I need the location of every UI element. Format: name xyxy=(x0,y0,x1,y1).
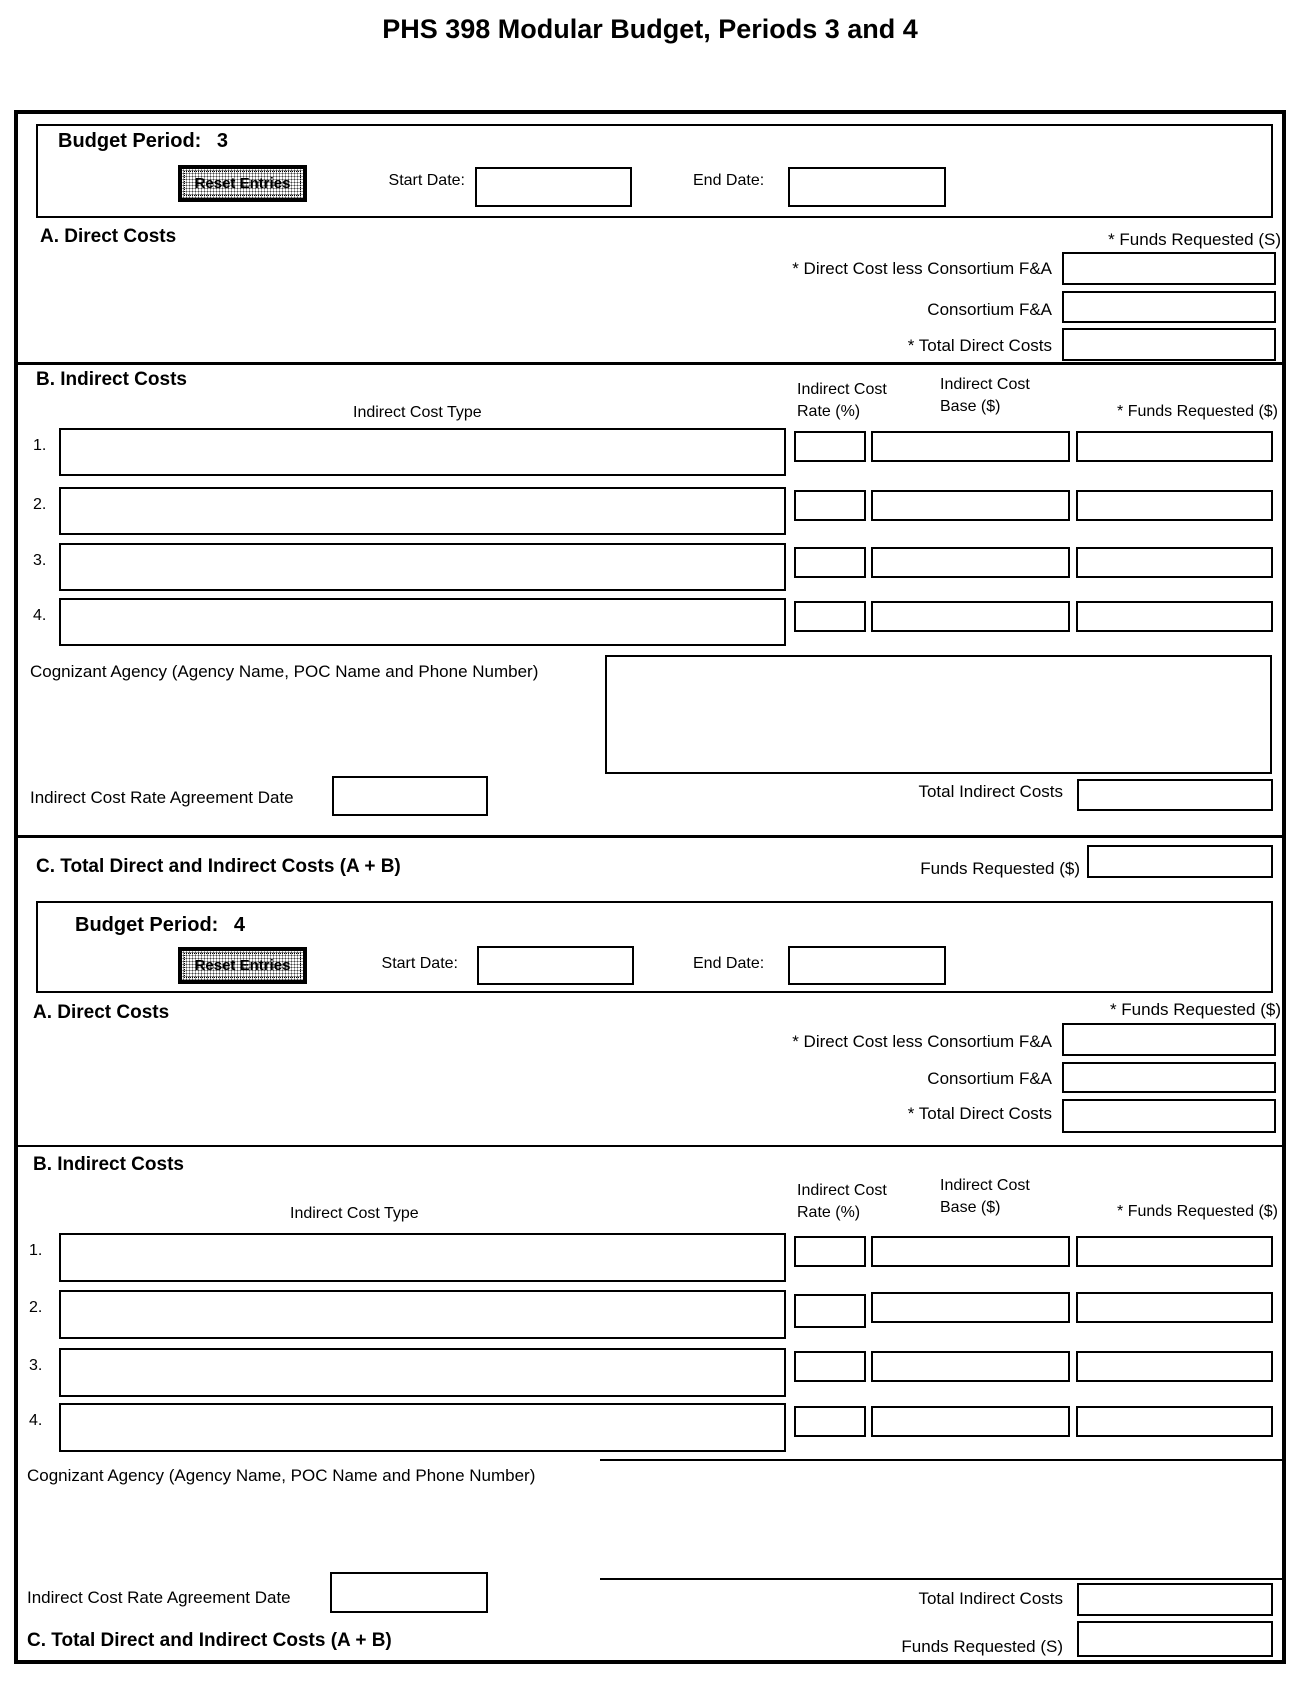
p3-row4-number: 4. xyxy=(33,607,47,624)
p3-total-direct-costs-label: * Total Direct Costs xyxy=(907,336,1052,355)
p4-row2-number: 2. xyxy=(29,1299,43,1316)
p4-col-base-header xyxy=(940,1175,1030,1219)
p3-row1-number: 1. xyxy=(33,437,47,454)
p4-section-b-divider xyxy=(16,1145,1284,1147)
p3-agreement-date-label: Indirect Cost Rate Agreement Date xyxy=(30,788,294,807)
p4-c-funds-requested-input[interactable] xyxy=(1077,1621,1273,1657)
p3-total-indirect-label: Total Indirect Costs xyxy=(918,782,1063,801)
p3-col-base-line1: Indirect Cost xyxy=(940,376,1030,393)
p3-row2-number: 2. xyxy=(33,496,47,513)
p3-row1-type-input[interactable] xyxy=(59,428,786,476)
p3-end-date-input[interactable] xyxy=(788,167,946,207)
p4-budget-period-label xyxy=(75,914,245,937)
p3-section-b-divider xyxy=(16,362,1284,365)
p3-row3-funds-input[interactable] xyxy=(1076,547,1273,578)
p3-row4-rate-input[interactable] xyxy=(794,601,866,632)
p4-row4-base-input[interactable] xyxy=(871,1406,1070,1437)
p3-row4-base-input[interactable] xyxy=(871,601,1070,632)
p3-row3-type-input[interactable] xyxy=(59,543,786,591)
p4-col-rate-line1: Indirect Cost xyxy=(797,1182,887,1199)
p3-row4-funds-input[interactable] xyxy=(1076,601,1273,632)
p3-period-number: 3 xyxy=(216,130,229,152)
p3-section-b-heading: B. Indirect Costs xyxy=(36,369,187,390)
p3-row1-rate-input[interactable] xyxy=(794,431,866,462)
p4-row2-funds-input[interactable] xyxy=(1076,1292,1273,1323)
p3-direct-cost-less-consortium-input[interactable] xyxy=(1062,252,1276,285)
p3-row2-base-input[interactable] xyxy=(871,490,1070,521)
p4-cognizant-agency-label: Cognizant Agency (Agency Name, POC Name and Phone Number) xyxy=(27,1466,536,1485)
p4-row4-rate-input[interactable] xyxy=(794,1406,866,1437)
p4-col-indirect-cost-type: Indirect Cost Type xyxy=(290,1205,419,1222)
p3-consortium-fa-input[interactable] xyxy=(1062,291,1276,323)
p4-row1-base-input[interactable] xyxy=(871,1236,1070,1267)
p3-row3-number: 3. xyxy=(33,552,47,569)
p4-agreement-date-label: Indirect Cost Rate Agreement Date xyxy=(27,1588,291,1607)
p3-c-funds-requested-input[interactable] xyxy=(1087,845,1273,878)
p3-budget-period-text: Budget Period: xyxy=(58,130,202,152)
p3-row2-type-input[interactable] xyxy=(59,487,786,535)
p4-row3-base-input[interactable] xyxy=(871,1351,1070,1382)
p4-row4-number: 4. xyxy=(29,1412,43,1429)
p4-total-indirect-input[interactable] xyxy=(1077,1583,1273,1616)
p4-row1-type-input[interactable] xyxy=(59,1233,786,1282)
p4-col-rate-header xyxy=(797,1180,887,1224)
p4-reset-entries-button[interactable]: Reset Entries xyxy=(178,947,307,984)
p3-col-indirect-cost-type: Indirect Cost Type xyxy=(353,404,482,421)
p4-start-date-input[interactable] xyxy=(477,946,634,985)
p4-direct-cost-less-consortium-label: * Direct Cost less Consortium F&A xyxy=(792,1032,1052,1051)
p4-direct-cost-less-consortium-input[interactable] xyxy=(1062,1023,1276,1056)
p4-consortium-fa-label: Consortium F&A xyxy=(927,1069,1052,1088)
p4-consortium-fa-input[interactable] xyxy=(1062,1062,1276,1093)
p3-col-base-line2: Base ($) xyxy=(940,398,1001,415)
p3-row1-funds-input[interactable] xyxy=(1076,431,1273,462)
p4-row4-type-input[interactable] xyxy=(59,1403,786,1452)
p3-row4-type-input[interactable] xyxy=(59,598,786,646)
p4-row1-number: 1. xyxy=(29,1242,43,1259)
p4-col-funds-requested: * Funds Requested ($) xyxy=(1117,1203,1278,1220)
p4-col-base-line2: Base ($) xyxy=(940,1199,1001,1216)
p4-end-date-label: End Date: xyxy=(693,955,765,972)
p3-row1-base-input[interactable] xyxy=(871,431,1070,462)
p3-section-c-heading: C. Total Direct and Indirect Costs (A + B) xyxy=(36,856,401,877)
p4-row1-rate-input[interactable] xyxy=(794,1236,866,1267)
p3-total-direct-costs-input[interactable] xyxy=(1062,328,1276,361)
p3-end-date-label: End Date: xyxy=(693,172,765,189)
p3-reset-entries-button[interactable]: Reset Entries xyxy=(178,165,307,202)
p3-row3-base-input[interactable] xyxy=(871,547,1070,578)
p3-col-rate-line2: Rate (%) xyxy=(797,403,861,420)
p4-col-rate-line2: Rate (%) xyxy=(797,1204,861,1221)
p4-c-funds-requested-label: Funds Requested (S) xyxy=(901,1637,1063,1656)
p4-section-c-heading: C. Total Direct and Indirect Costs (A + B) xyxy=(27,1630,392,1651)
p3-col-base-header xyxy=(940,374,1030,418)
p4-start-date-label: Start Date: xyxy=(381,955,458,972)
p3-direct-cost-less-consortium-label: * Direct Cost less Consortium F&A xyxy=(792,259,1052,278)
p4-col-base-line1: Indirect Cost xyxy=(940,1177,1030,1194)
p3-funds-requested-header: * Funds Requested (S) xyxy=(1108,230,1281,249)
p3-col-funds-requested: * Funds Requested ($) xyxy=(1117,403,1278,420)
p4-total-direct-costs-label: * Total Direct Costs xyxy=(907,1104,1052,1123)
p3-total-indirect-input[interactable] xyxy=(1077,779,1273,811)
p4-row3-number: 3. xyxy=(29,1357,43,1374)
p4-agreement-date-input[interactable] xyxy=(330,1572,488,1613)
p3-section-a-heading: A. Direct Costs xyxy=(40,226,177,247)
p4-row2-base-input[interactable] xyxy=(871,1292,1070,1323)
p3-col-rate-line1: Indirect Cost xyxy=(797,381,887,398)
p4-row3-type-input[interactable] xyxy=(59,1348,786,1397)
p4-end-date-input[interactable] xyxy=(788,946,946,985)
p4-section-b-heading: B. Indirect Costs xyxy=(33,1154,184,1175)
p3-c-funds-requested-label: Funds Requested ($) xyxy=(920,859,1080,878)
p3-consortium-fa-label: Consortium F&A xyxy=(927,300,1052,319)
p4-total-indirect-label: Total Indirect Costs xyxy=(918,1589,1063,1608)
p3-row3-rate-input[interactable] xyxy=(794,547,866,578)
p3-cognizant-agency-input[interactable] xyxy=(605,655,1272,774)
p4-funds-requested-header: * Funds Requested ($) xyxy=(1109,1000,1281,1019)
p4-section-a-heading: A. Direct Costs xyxy=(33,1002,170,1023)
p4-row2-type-input[interactable] xyxy=(59,1290,786,1339)
p4-period-number: 4 xyxy=(233,914,246,936)
p3-budget-period-label xyxy=(58,130,228,153)
p4-cognizant-area-bottom-rule xyxy=(600,1578,1284,1580)
page-title: PHS 398 Modular Budget, Periods 3 and 4 xyxy=(382,14,918,44)
p4-row4-funds-input[interactable] xyxy=(1076,1406,1273,1437)
p3-col-rate-header xyxy=(797,379,887,423)
p3-row2-funds-input[interactable] xyxy=(1076,490,1273,521)
p3-agreement-date-input[interactable] xyxy=(332,776,488,816)
p4-total-direct-costs-input[interactable] xyxy=(1062,1099,1276,1133)
p3-start-date-input[interactable] xyxy=(475,167,632,207)
p3-section-c-divider xyxy=(16,835,1284,838)
p4-row1-funds-input[interactable] xyxy=(1076,1236,1273,1267)
p4-budget-period-text: Budget Period: xyxy=(75,914,219,936)
p4-row3-funds-input[interactable] xyxy=(1076,1351,1273,1382)
p4-cognizant-agency-input[interactable] xyxy=(600,1461,1284,1578)
p3-cognizant-agency-label: Cognizant Agency (Agency Name, POC Name and Phone Number) xyxy=(30,662,539,681)
p4-row3-rate-input[interactable] xyxy=(794,1351,866,1382)
p3-start-date-label: Start Date: xyxy=(388,172,465,189)
p4-row2-rate-input[interactable] xyxy=(794,1294,866,1328)
p3-row2-rate-input[interactable] xyxy=(794,490,866,521)
